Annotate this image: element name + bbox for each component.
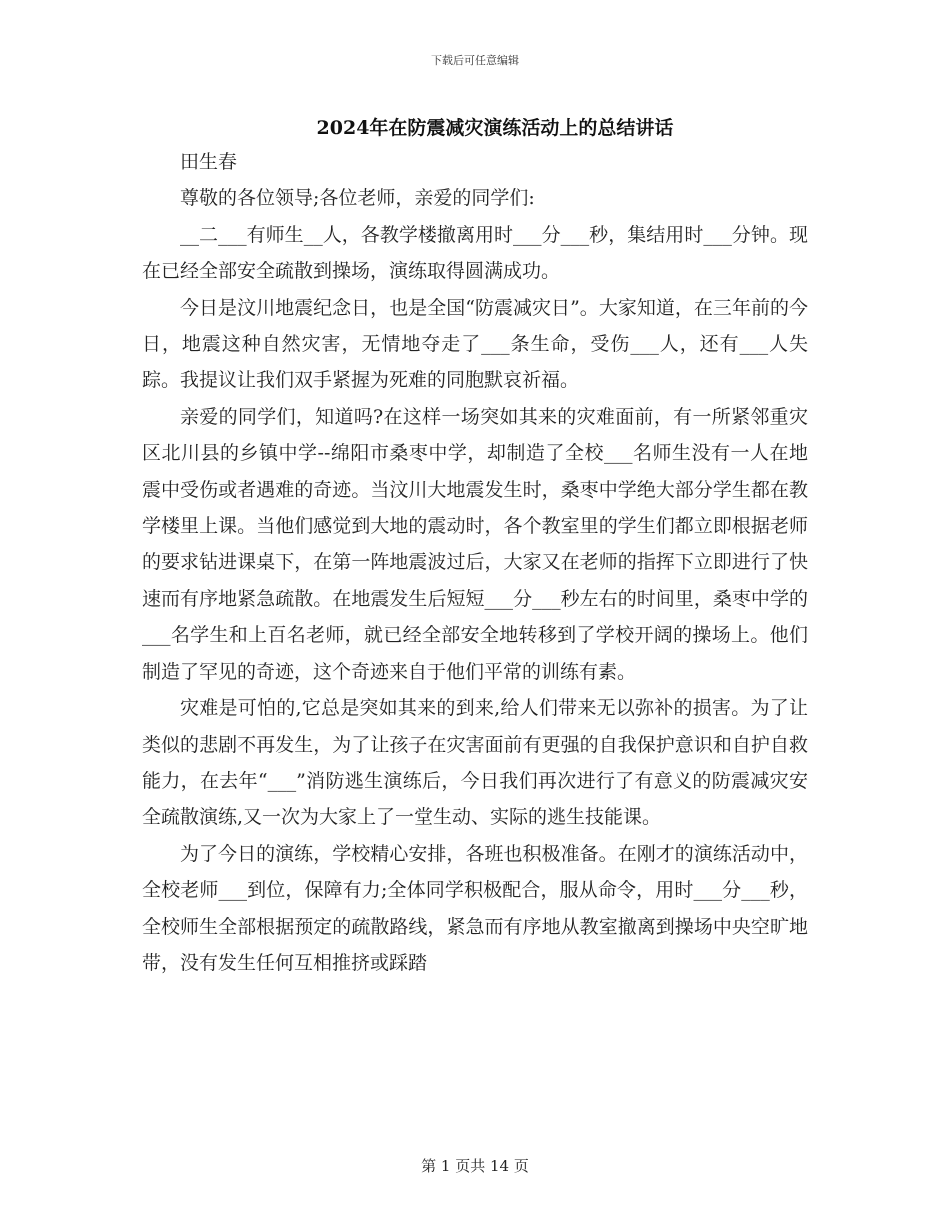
paragraph-disaster-awareness: 灾难是可怕的,它总是突如其来的到来,给人们带来无以弥补的损害。为了让类似的悲剧不再发生，为了让孩子在灾害面前有更强的自我保护意识和自护自救能力，在去年“___”消防逃生演练后，今日我们再次进行了有意义的防震减灾安全疏散演练,又一次为大家上了一堂生动、实际的逃生技能课。	[142, 697, 808, 829]
document-body	[142, 144, 808, 981]
paragraph-drill-summary: 为了今日的演练，学校精心安排，各班也积极准备。在刚才的演练活动中，全校老师___到位，保障有力;全体同学积极配合，服从命令，用时___分___秒，全校师生全部根据预定的疏散路线，紧急而有序地从教室撤离到操场中央空旷地带，没有发生任何互相推挤或踩踏	[142, 842, 808, 974]
paragraph-memorial: 今日是汶川地震纪念日，也是全国“防震减灾日”。大家知道，在三年前的今日，地震这种自然灾害，无情地夺走了___条生命，受伤___人，还有___人失踪。我提议让我们双手紧握为死难的同胞默哀祈福。	[142, 296, 808, 392]
document-title: 2024年在防震减灾演练活动上的总结讲话	[316, 117, 674, 139]
author-line: 田生春	[180, 151, 238, 173]
header-note: 下载后可任意编辑	[431, 54, 519, 67]
paragraph-drill-result: __二___有师生__人，各教学楼撤离用时___分___秒，集结用时___分钟。现在已经全部安全疏散到操场，演练取得圆满成功。	[142, 223, 808, 283]
page-number: 第 1 页共 14 页	[421, 1157, 529, 1175]
paragraph-greeting: 尊敬的各位领导;各位老师，亲爱的同学们:	[180, 187, 535, 210]
paragraph-sangzao-miracle: 亲爱的同学们，知道吗?在这样一场突如其来的灾难面前，有一所紧邻重灾区北川县的乡镇中学--绵阳市桑枣中学，却制造了全校___名师生没有一人在地震中受伤或者遇难的奇迹。当汶川大地震发生时，桑枣中学绝大部分学生都在教学楼里上课。当他们感觉到大地的震动时，各个教室里的学生们都立即根据老师的要求钻进课桌下，在第一阵地震波过后，大家又在老师的指挥下立即进行了快速而有序地紧急疏散。在地震发生后短短___分___秒左右的时间里，桑枣中学的___名学生和上百名老师，就已经全部安全地转移到了学校开阔的操场上。他们制造了罕见的奇迹，这个奇迹来自于他们平常的训练有素。	[142, 405, 808, 683]
